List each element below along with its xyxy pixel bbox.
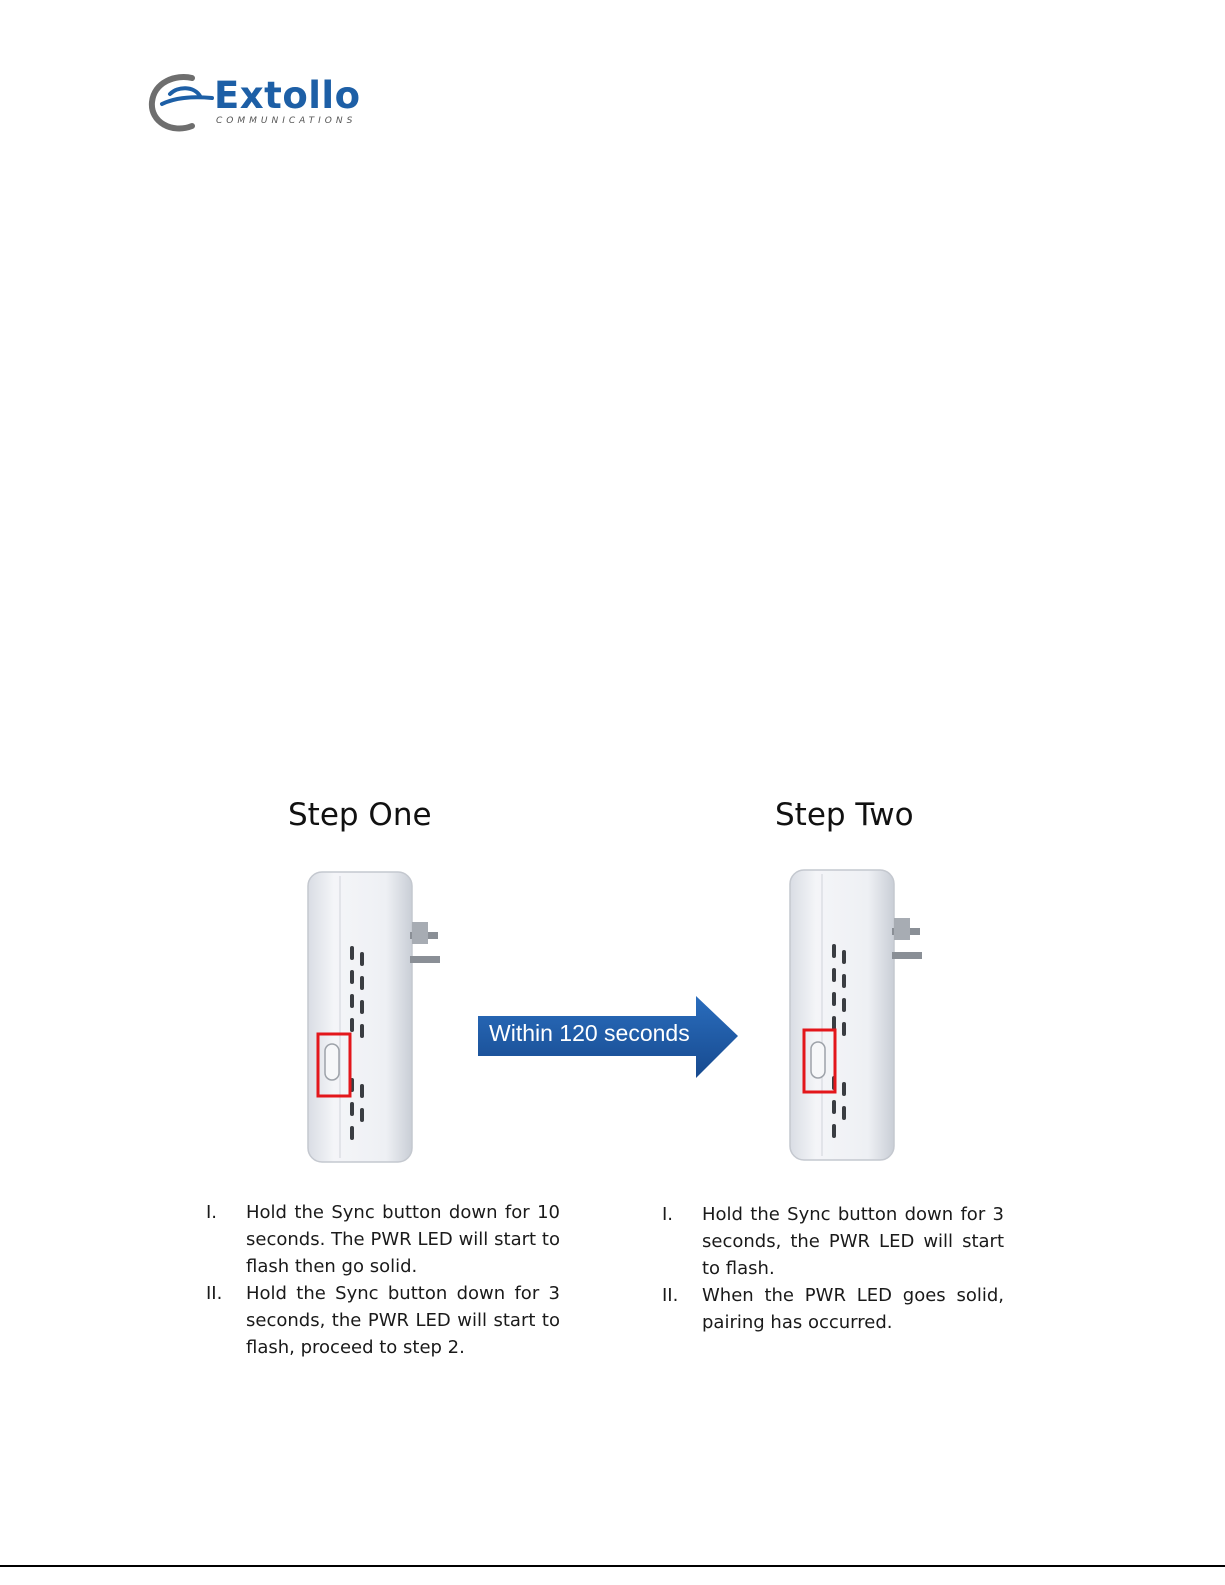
powerline-adapter-step-one (300, 868, 450, 1173)
list-item-text: When the PWR LED goes solid, pairing has occurred. (702, 1285, 1004, 1333)
step-two-title: Step Two (775, 797, 914, 833)
company-logo (148, 72, 368, 134)
bottom-divider (0, 1565, 1225, 1567)
list-item (206, 1280, 560, 1361)
logo-wordmark: Extollo (214, 74, 361, 117)
step-one-instructions (206, 1199, 560, 1361)
list-item-number: I. (206, 1202, 218, 1223)
list-item-text: Hold the Sync button down for 10 seconds. The PWR LED will start to flash then go solid. (246, 1202, 560, 1277)
list-item-number: II. (662, 1285, 679, 1306)
list-item-text: Hold the Sync button down for 3 seconds, the PWR LED will start to flash. (702, 1204, 1004, 1279)
arrow-label: Within 120 seconds (489, 1020, 690, 1046)
list-item-number: II. (206, 1283, 223, 1304)
powerline-adapter-step-two (782, 866, 932, 1171)
list-item (206, 1199, 560, 1280)
list-item-number: I. (662, 1204, 674, 1225)
list-item (662, 1282, 1004, 1336)
step-two-instructions (662, 1201, 1004, 1336)
list-item (662, 1201, 1004, 1282)
logo-tagline: COMMUNICATIONS (216, 116, 357, 126)
logo-swoosh-icon (148, 72, 218, 134)
list-item-text: Hold the Sync button down for 3 seconds, the PWR LED will start to flash, proceed to step 2. (246, 1283, 560, 1358)
step-one-title: Step One (288, 797, 432, 833)
